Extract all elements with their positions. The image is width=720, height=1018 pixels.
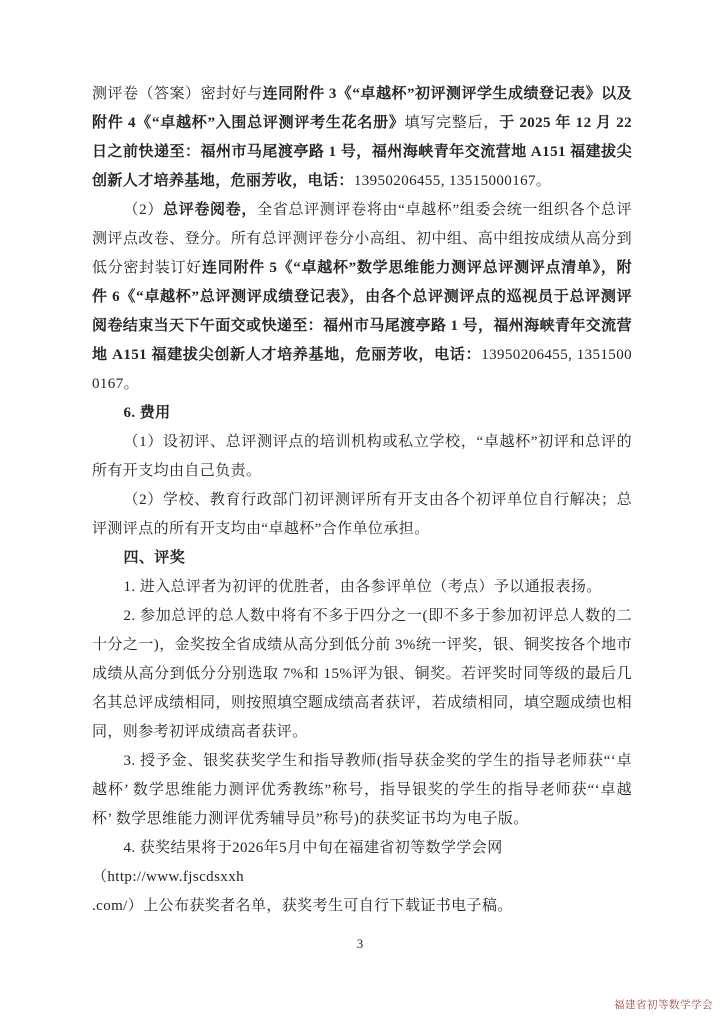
text-run: 1. 进入总评者为初评的优胜者，由各参评单位（考点）予以通报表扬。 <box>123 579 602 595</box>
paragraph <box>92 602 632 747</box>
text-run: （2）学校、教育行政部门初评测评所有开支由各个初评单位自行解决；总评测评点的所有开支均由“卓越杯”合作单位承担。 <box>92 492 632 537</box>
paragraph <box>92 834 632 863</box>
document-content <box>92 80 632 921</box>
text-run: 四、评奖 <box>123 550 186 566</box>
text-run: 4. 获奖结果将于2026年5月中旬在福建省初等数学学会网 <box>123 840 503 856</box>
text-run: .com/）上公布获奖者名单，获奖考生可自行下载证书电子稿。 <box>92 898 513 914</box>
paragraph <box>92 747 632 834</box>
text-run: 于 2025 年 12 月 22 日之前快递至：福州市马尾渡亭路 1 号，福州海峡青年交流营地 A151 福建拔尖创新人才培养基地，危丽芳收，电话： <box>92 115 632 189</box>
text-run: 总评卷阅卷， <box>163 202 258 218</box>
text-run: （http://www.fjscdsxxh <box>92 869 245 885</box>
text-run: 13950206455, 13515000167。 <box>353 173 552 189</box>
text-run: （1）设初评、总评测评点的培训机构或私立学校，“卓越杯”初评和总评的所有开支均由自己负责。 <box>92 434 632 479</box>
text-run: 连同附件 3《“卓越杯”初评测评学生成绩登记表》以及附件 4《“卓越杯”入围总评测评考生花名册》 <box>92 86 632 131</box>
text-run: 13950206455, 13515000167。 <box>92 347 633 392</box>
paragraph <box>92 428 632 486</box>
text-run: 6. 费用 <box>123 405 171 421</box>
section-heading <box>92 544 632 573</box>
paragraph <box>92 486 632 544</box>
text-run: 连同附件 5《“卓越杯”数学思维能力测评总评测评点清单》，附件 6《“卓越杯”总评测评成绩登记表》，由各个总评测评点的巡视员于总评测评阅卷结束当天下午面交或快递至：福州市马尾渡亭路 1 号，福州海峡青年交流营地 A151 福建拔尖创新人才培养基地，危丽芳收，电话： <box>92 260 632 363</box>
section-heading <box>92 399 632 428</box>
text-run: （2） <box>123 202 164 218</box>
text-run: 2. 参加总评的总人数中将有不多于四分之一(即不多于参加初评总人数的二十分之一)，金奖按全省成绩从高分到低分前 3%统一评奖，银、铜奖按各个地市成绩从高分到低分分别选取 7%和 15%评为银、铜奖。若评奖时同等级的最后几名其总评成绩相同，则按照填空题成绩高者获评，若成绩相同，填空题成绩也相同，则参考初评成绩高者获评。 <box>92 608 632 740</box>
text-run: 全省总评测评卷将由“卓越杯”组委会统一组织各个总评测评点改卷、登分。所有总评测评卷分小高组、初中组、高中组按成绩从高分到低分密封装订好 <box>92 202 633 276</box>
text-run: 3. 授予金、银奖获奖学生和指导教师(指导获金奖的学生的指导老师获“‘卓越杯’ 数学思维能力测评优秀教练”称号，指导银奖的学生的指导老师获“‘卓越杯’ 数学思维能力测评优秀辅导员”称号)的获奖证书均为电子版。 <box>92 753 632 827</box>
paragraph <box>92 573 632 602</box>
paragraph <box>92 196 632 399</box>
text-run: 测评卷（答案）密封好与 <box>92 86 263 102</box>
paragraph <box>92 80 632 196</box>
paragraph <box>92 863 632 892</box>
page-number: 3 <box>356 936 364 951</box>
paragraph <box>92 892 632 921</box>
text-run: 填写完整后， <box>404 115 500 131</box>
watermark-text: 福建省初等数学学会 <box>614 999 713 1011</box>
